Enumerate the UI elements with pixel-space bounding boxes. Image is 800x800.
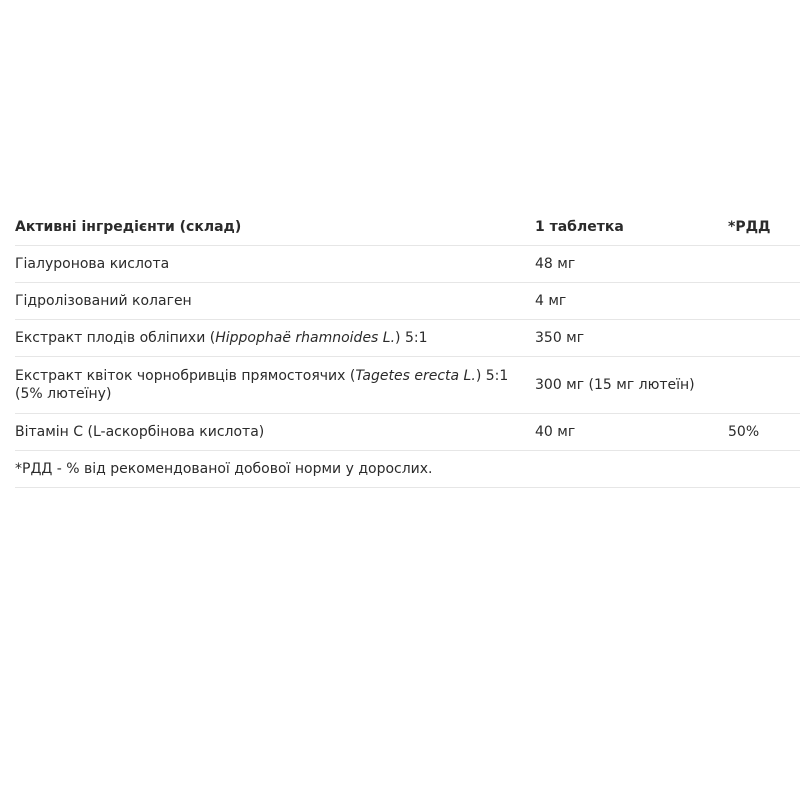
footnote: *РДД - % від рекомендованої добової норми у дорослих. xyxy=(15,451,800,488)
table-row xyxy=(15,357,800,414)
ingredient-dose: 300 мг (15 мг лютеїн) xyxy=(535,357,728,414)
footnote-row xyxy=(15,451,800,488)
header-ingredients: Активні інгредієнти (склад) xyxy=(15,209,535,246)
ingredient-rda xyxy=(728,357,800,414)
ingredient-name: Екстракт плодів обліпихи (Hippophaë rhamnoides L.) 5:1 xyxy=(15,320,535,357)
ingredient-rda xyxy=(728,283,800,320)
table-row xyxy=(15,246,800,283)
ingredient-dose: 350 мг xyxy=(535,320,728,357)
ingredient-dose: 48 мг xyxy=(535,246,728,283)
ingredient-dose: 4 мг xyxy=(535,283,728,320)
header-rda: *РДД xyxy=(728,209,800,246)
table-row xyxy=(15,320,800,357)
ingredient-name: Гіалуронова кислота xyxy=(15,246,535,283)
header-dose: 1 таблетка xyxy=(535,209,728,246)
ingredient-rda: 50% xyxy=(728,414,800,451)
table-row xyxy=(15,414,800,451)
ingredient-rda xyxy=(728,246,800,283)
ingredient-name: Гідролізований колаген xyxy=(15,283,535,320)
ingredients-table xyxy=(15,209,800,488)
ingredient-rda xyxy=(728,320,800,357)
table-header-row xyxy=(15,209,800,246)
ingredient-name: Екстракт квіток чорнобривців прямостоячих (Tagetes erecta L.) 5:1 (5% лютеїну) xyxy=(15,357,535,414)
ingredient-name: Вітамін С (L-аскорбінова кислота) xyxy=(15,414,535,451)
ingredient-dose: 40 мг xyxy=(535,414,728,451)
table-row xyxy=(15,283,800,320)
